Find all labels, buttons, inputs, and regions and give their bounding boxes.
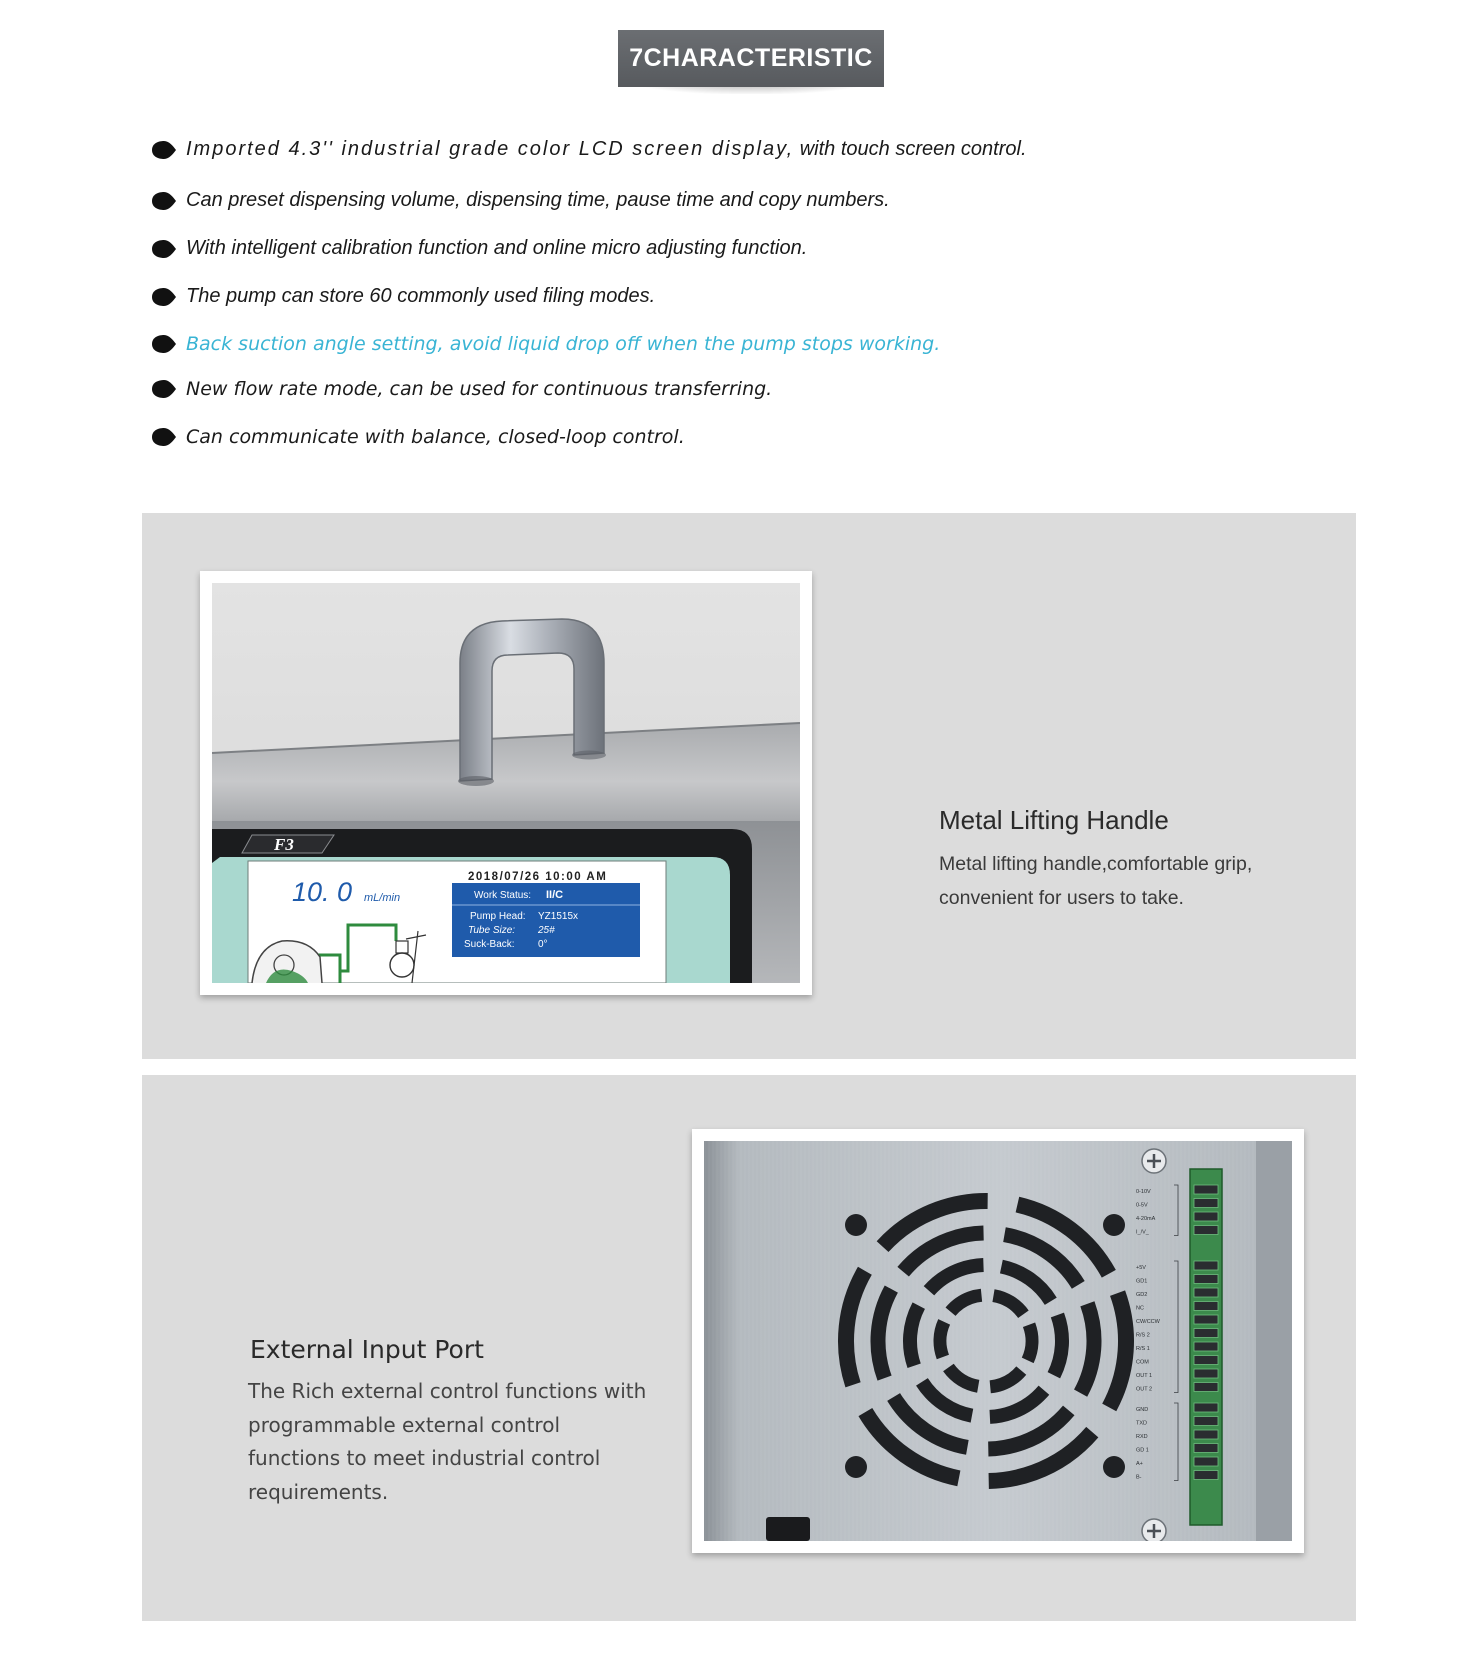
terminal-label: 0-10V	[1136, 1189, 1151, 1195]
lcd-status-label: Work Status:	[474, 890, 532, 901]
terminal-label: GD1	[1136, 1278, 1148, 1285]
lcd-suck-back-value: 0°	[538, 939, 548, 950]
terminal-pin	[1194, 1417, 1218, 1426]
list-item-text: Can preset dispensing volume, dispensing time, pause time and copy numbers.	[186, 189, 890, 211]
screw-icon	[1142, 1519, 1166, 1541]
terminal-label: R/S 2	[1136, 1332, 1150, 1339]
feature-panel-handle	[142, 513, 1356, 1059]
list-item	[150, 189, 890, 212]
list-item-text: The pump can store 60 commonly used filing modes.	[186, 285, 656, 307]
photo-frame	[200, 571, 812, 995]
terminal-pin	[1194, 1342, 1218, 1351]
screw-icon	[1142, 1149, 1166, 1173]
leaf-bullet-icon	[150, 427, 178, 447]
list-item-text: With intelligent calibration function and online micro adjusting function.	[186, 237, 808, 259]
terminal-pin	[1194, 1275, 1218, 1284]
terminal-label: I_/V_	[1136, 1229, 1149, 1236]
model-label: F3	[274, 835, 294, 854]
terminal-label: R/S 1	[1136, 1346, 1150, 1352]
terminal-label: RXD	[1136, 1434, 1148, 1440]
list-item-text: Back suction angle setting, avoid liquid drop off when the pump stops working.	[186, 333, 941, 355]
terminal-label: 4-20mA	[1136, 1216, 1156, 1222]
leaf-bullet-icon	[150, 191, 178, 211]
list-item	[150, 378, 772, 400]
terminal-label: TXD	[1136, 1420, 1147, 1427]
mount-hole-icon	[1103, 1214, 1125, 1236]
terminal-pin	[1194, 1457, 1218, 1466]
leaf-bullet-icon	[150, 334, 178, 354]
photo-frame	[692, 1129, 1304, 1553]
terminal-label: COM	[1136, 1359, 1149, 1366]
terminal-label: 0-5V	[1136, 1202, 1148, 1209]
list-item-text: Imported 4.3'' industrial grade color LCD screen display, with touch screen control.	[186, 138, 1027, 160]
feature-description: Metal lifting handle,comfortable grip, convenient for users to take.	[939, 853, 1253, 909]
terminal-pin	[1194, 1383, 1218, 1392]
lcd-datetime: 2018/07/26 10:00 AM	[468, 871, 608, 883]
terminal-label: CW/CCW	[1136, 1319, 1160, 1325]
pump-handle-illustration	[212, 583, 800, 983]
terminal-label: NC	[1136, 1305, 1144, 1312]
feature-title: Metal Lifting Handle	[939, 805, 1169, 835]
lcd-flow-unit: mL/min	[364, 892, 401, 904]
lcd-suck-back-label: Suck-Back:	[464, 939, 515, 950]
terminal-pin	[1194, 1315, 1218, 1324]
leaf-bullet-icon	[150, 379, 178, 399]
lcd-pump-head-label: Pump Head:	[470, 911, 526, 922]
leaf-bullet-icon	[150, 287, 178, 307]
rear-panel-illustration	[704, 1141, 1292, 1541]
lcd-status-value: II/C	[546, 889, 564, 901]
lcd-pump-head-value: YZ1515x	[538, 911, 579, 922]
list-item-text: New flow rate mode, can be used for continuous transferring.	[186, 378, 773, 400]
list-item-text: Can communicate with balance, closed-loop control.	[186, 426, 685, 448]
terminal-pin	[1194, 1369, 1218, 1378]
terminal-pin	[1194, 1430, 1218, 1439]
list-item	[150, 237, 807, 260]
terminal-label: GD2	[1136, 1292, 1148, 1298]
terminal-label: OUT 2	[1136, 1386, 1153, 1393]
terminal-pin	[1194, 1212, 1218, 1221]
terminal-label: B-	[1136, 1474, 1142, 1481]
list-item	[150, 333, 940, 355]
terminal-label: GND	[1136, 1407, 1149, 1413]
terminal-pins	[1194, 1185, 1218, 1480]
feature-description: The Rich external control functions with programmable external control functions to meet industrial control requirements.	[248, 1379, 647, 1504]
mount-hole-icon	[845, 1456, 867, 1478]
list-item	[150, 138, 1027, 161]
terminal-pin	[1194, 1261, 1218, 1270]
terminal-pin	[1194, 1403, 1218, 1412]
feature-title: External Input Port	[250, 1335, 484, 1364]
section-heading	[618, 30, 884, 102]
mount-hole-icon	[845, 1214, 867, 1236]
lcd-tube-size-value: 25#	[538, 925, 555, 936]
terminal-pin	[1194, 1471, 1218, 1480]
terminal-pin	[1194, 1288, 1218, 1297]
terminal-label: +5V	[1136, 1265, 1146, 1271]
feature-panel-port	[142, 1075, 1356, 1621]
terminal-pin	[1194, 1199, 1218, 1208]
terminal-label: A+	[1136, 1461, 1143, 1467]
terminal-label: GD 1	[1136, 1447, 1149, 1454]
terminal-pin	[1194, 1185, 1218, 1194]
mount-hole-icon	[1103, 1456, 1125, 1478]
terminal-pin	[1194, 1226, 1218, 1235]
handle-photo	[212, 583, 800, 983]
leaf-bullet-icon	[150, 239, 178, 259]
terminal-label: OUT 1	[1136, 1373, 1153, 1379]
heading-title: 7CHARACTERISTIC	[618, 30, 884, 87]
list-item	[150, 285, 655, 308]
port-photo	[704, 1141, 1292, 1541]
terminal-pin	[1194, 1444, 1218, 1453]
terminal-pin	[1194, 1302, 1218, 1311]
terminal-pin	[1194, 1356, 1218, 1365]
list-item	[150, 426, 685, 448]
leaf-bullet-icon	[150, 140, 178, 160]
terminal-pin	[1194, 1329, 1218, 1338]
lcd-tube-size-label: Tube Size:	[468, 925, 516, 936]
power-socket	[766, 1517, 810, 1541]
lcd-flow-value: 10. 0	[292, 877, 353, 907]
